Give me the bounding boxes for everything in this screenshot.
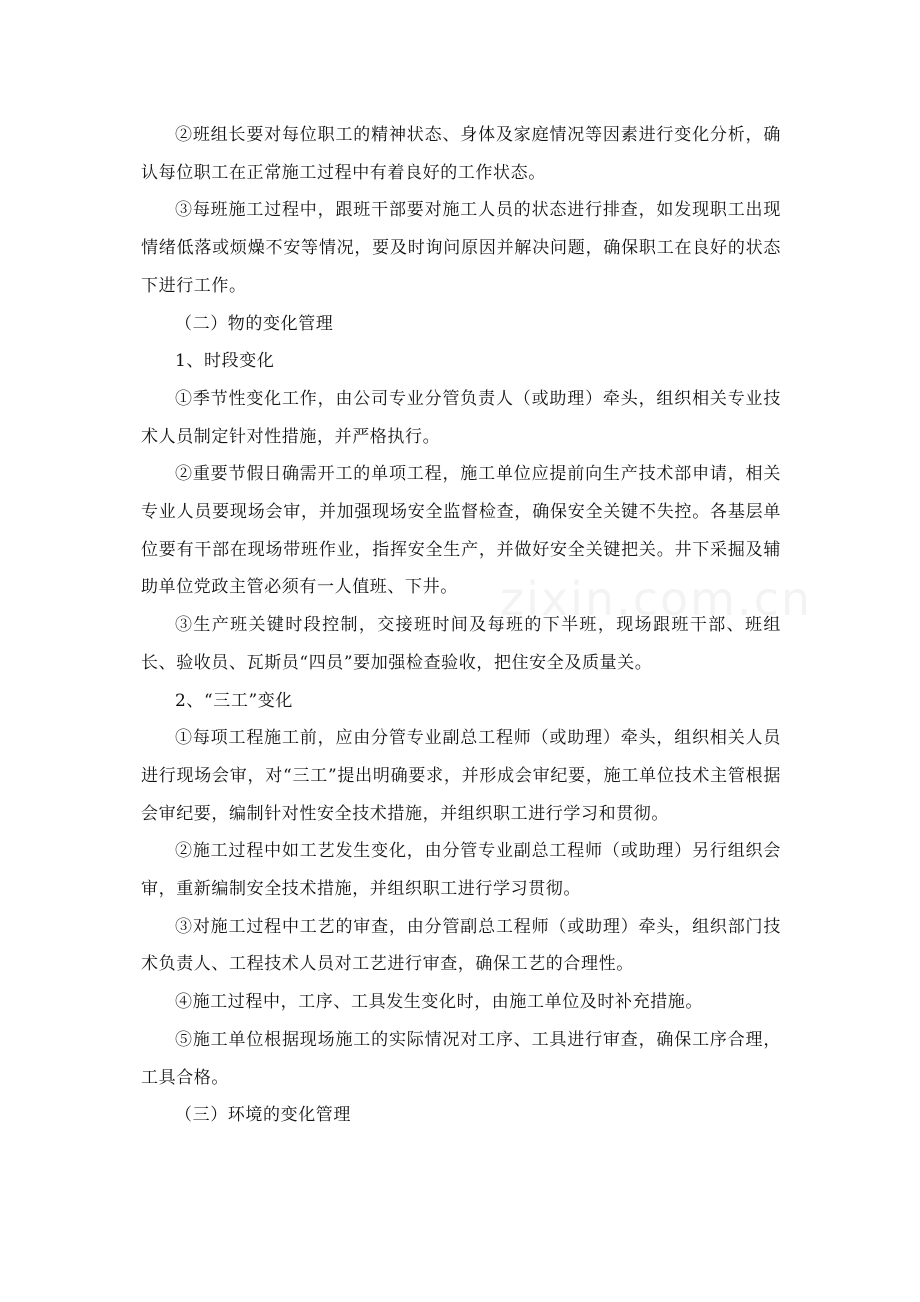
section-heading-environment-change: （三）环境的变化管理 bbox=[175, 1105, 351, 1126]
document-body bbox=[141, 117, 781, 1135]
paragraph-team-leader-analysis: ②班组长要对每位职工的精神状态、身体及家庭情况等因素进行变化分析，确认每位职工在正常施工过程中有着良好的工作状态。 bbox=[141, 125, 781, 183]
subheading-time-change: 1、时段变化 bbox=[175, 351, 275, 372]
paragraph-shift-inspection: ③每班施工过程中，跟班干部要对施工人员的状态进行排查，如发现职工出现情绪低落或烦燥不安等情况，要及时询问原因并解决问题，确保职工在良好的状态下进行工作。 bbox=[141, 200, 781, 296]
paragraph-seasonal-change: ①季节性变化工作，由公司专业分管负责人（或助理）牵头，组织相关专业技术人员制定针对性措施，并严格执行。 bbox=[141, 388, 781, 447]
paragraph-key-period-control: ③生产班关键时段控制，交接班时间及每班的下半班，现场跟班干部、班组长、验收员、瓦斯员“四员”要加强检查验收，把住安全及质量关。 bbox=[141, 615, 781, 673]
paragraph-process-review: ③对施工过程中工艺的审查，由分管副总工程师（或助理）牵头，组织部门技术负责人、工程技术人员对工艺进行审查，确保工艺的合理性。 bbox=[141, 916, 781, 975]
paragraph-holiday-work: ②重要节假日确需开工的单项工程，施工单位应提前向生产技术部申请，相关专业人员要现场会审，并加强现场安全监督检查，确保安全关键不失控。各基层单位要有干部在现场带班作业，指挥安全生产，并做好安全关键把关。井下采掘及辅助单位党政主管必须有一人值班、下井。 bbox=[141, 464, 781, 598]
watermark: zixin.com.cn bbox=[500, 572, 813, 626]
paragraph-tool-change: ④施工过程中，工序、工具发生变化时，由施工单位及时补充措施。 bbox=[175, 992, 703, 1013]
paragraph-process-change: ②施工过程中如工艺发生变化，由分管专业副总工程师（或助理）另行组织会审，重新编制安全技术措施，并组织职工进行学习贯彻。 bbox=[141, 841, 781, 900]
paragraph-site-review: ⑤施工单位根据现场施工的实际情况对工序、工具进行审查，确保工序合理，工具合格。 bbox=[141, 1029, 781, 1088]
paragraph-pre-construction-review: ①每项工程施工前，应由分管专业副总工程师（或助理）牵头，组织相关人员进行现场会审，对“三工”提出明确要求，并形成会审纪要，施工单位技术主管根据会审纪要，编制针对性安全技术措施，并组织职工进行学习和贯彻。 bbox=[141, 728, 781, 824]
subheading-three-work-change: 2、“三工”变化 bbox=[175, 690, 293, 711]
section-heading-material-change: （二）物的变化管理 bbox=[175, 313, 334, 334]
